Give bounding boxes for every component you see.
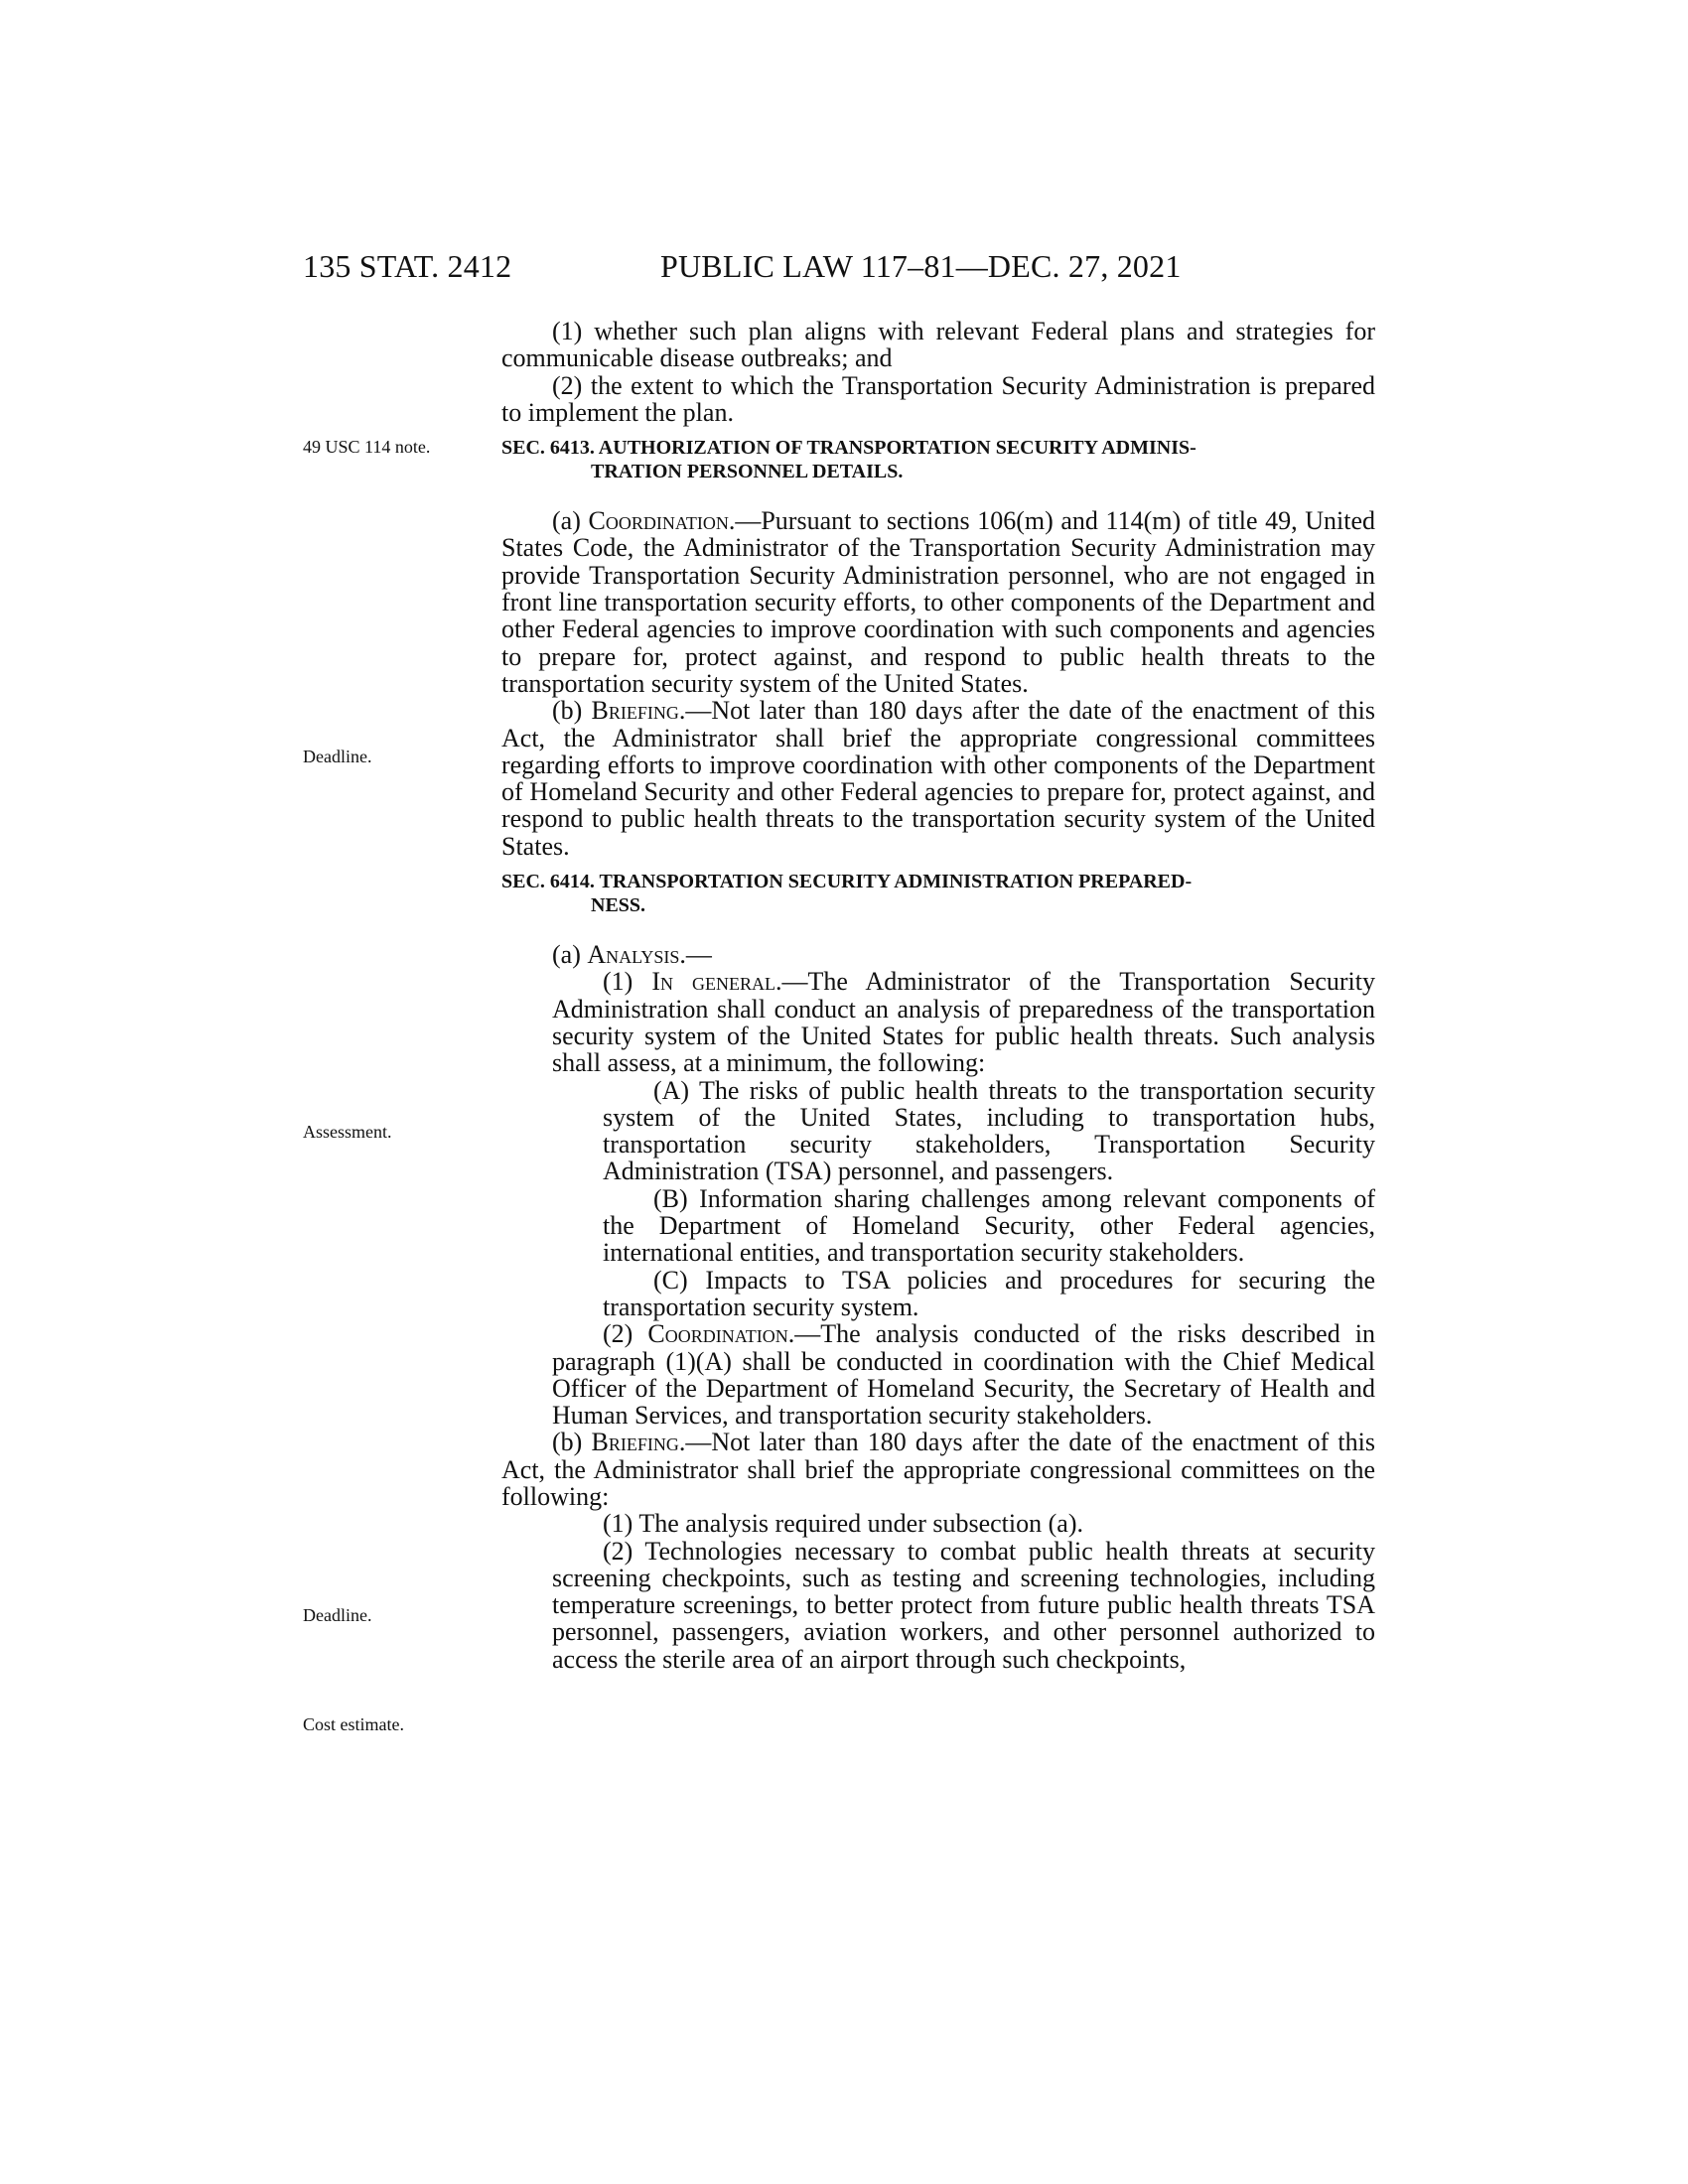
section-heading: SEC. 6414. TRANSPORTATION SECURITY ADMINISTRATION PREPARED- NESS. — [501, 871, 1193, 917]
subsection-caption: Briefing — [591, 696, 679, 726]
subsection-caption: Coordination — [588, 506, 729, 536]
paragraph: (2) the extent to which the Transportation Security Administration is prepared to implement the plan. — [501, 370, 1375, 427]
paragraph: (b) Briefing.—Not later than 180 days after the date of the enactment of this Act, the Administrator shall brief the appropriate congressional committees on the following: — [501, 1428, 1375, 1511]
margin-note-assessment: Assessment. — [303, 1122, 392, 1142]
paragraph: (1) whether such plan aligns with relevant Federal plans and strategies for communicable disease outbreaks; and — [501, 317, 1375, 373]
paragraph: (a) Analysis.— — [552, 940, 712, 970]
paragraph: (2) Coordination.—The analysis conducted of the risks described in paragraph (1)(A) shall be conducted in coordination with the Chief Medical Officer of the Department of Homeland Security, the Secretary of Health and Human Services, and transportation security stakeholders. — [552, 1319, 1375, 1431]
paragraph: (C) Impacts to TSA policies and procedures for securing the transportation security system. — [603, 1265, 1375, 1321]
paragraph: (2) Technologies necessary to combat public health threats at security screening checkpoints, such as testing and screening technologies, including temperature screenings, to better protect from future public health threats TSA personnel, passengers, aviation workers, and other personnel authorized to access the sterile area of an airport through such checkpoints, — [552, 1536, 1375, 1674]
page-stat-number: 135 STAT. 2412 — [303, 248, 512, 284]
subsection-caption: Analysis — [587, 940, 680, 970]
margin-note-cost-estimate: Cost estimate. — [303, 1714, 404, 1734]
subsection-caption: Coordination — [647, 1319, 788, 1349]
section-heading: SEC. 6413. AUTHORIZATION OF TRANSPORTATION SECURITY ADMINIS- TRATION PERSONNEL DETAILS. — [501, 437, 1196, 483]
margin-note-usc: 49 USC 114 note. — [303, 437, 431, 457]
margin-note-deadline: Deadline. — [303, 1605, 372, 1625]
paragraph: (a) Coordination.—Pursuant to sections 106(m) and 114(m) of title 49, United States Code, the Administrator of the Transportation Security Administration may provide Transportation Security Administration personnel, who are not engaged in front line transportation security efforts, to other components of the Department and other Federal agencies to improve coordination with such components and agencies to prepare for, protect against, and respond to public health threats to the transportation security system of the United States. — [501, 506, 1376, 698]
subsection-caption: Briefing — [591, 1428, 679, 1457]
subsection-caption: In general — [651, 967, 775, 997]
paragraph: (1) In general.—The Administrator of the Transportation Security Administration shall conduct an analysis of preparedness of the transportation security system of the United States for public health threats. Such analysis shall assess, at a minimum, the following: — [552, 967, 1375, 1078]
paragraph: (B) Information sharing challenges among relevant components of the Department of Homeland Security, other Federal agencies, international entities, and transportation security stakeholders. — [603, 1183, 1375, 1268]
margin-note-deadline: Deadline. — [303, 747, 372, 766]
paragraph: (b) Briefing.—Not later than 180 days after the date of the enactment of this Act, the Administrator shall brief the appropriate congressional committees regarding efforts to improve coordination with other components of the Department of Homeland Security and other Federal agencies to prepare for, protect against, and respond to public health threats to the transportation security system of the United States. — [501, 696, 1375, 861]
page-running-title: PUBLIC LAW 117–81—DEC. 27, 2021 — [660, 248, 1182, 284]
paragraph: (A) The risks of public health threats to the transportation security system of the United States, including to transportation hubs, transportation security stakeholders, Transportation Security Administration (TSA) personnel, and passengers. — [603, 1075, 1375, 1186]
paragraph: (1) The analysis required under subsection (a). — [603, 1509, 1083, 1539]
main-text-column — [501, 318, 1375, 1673]
